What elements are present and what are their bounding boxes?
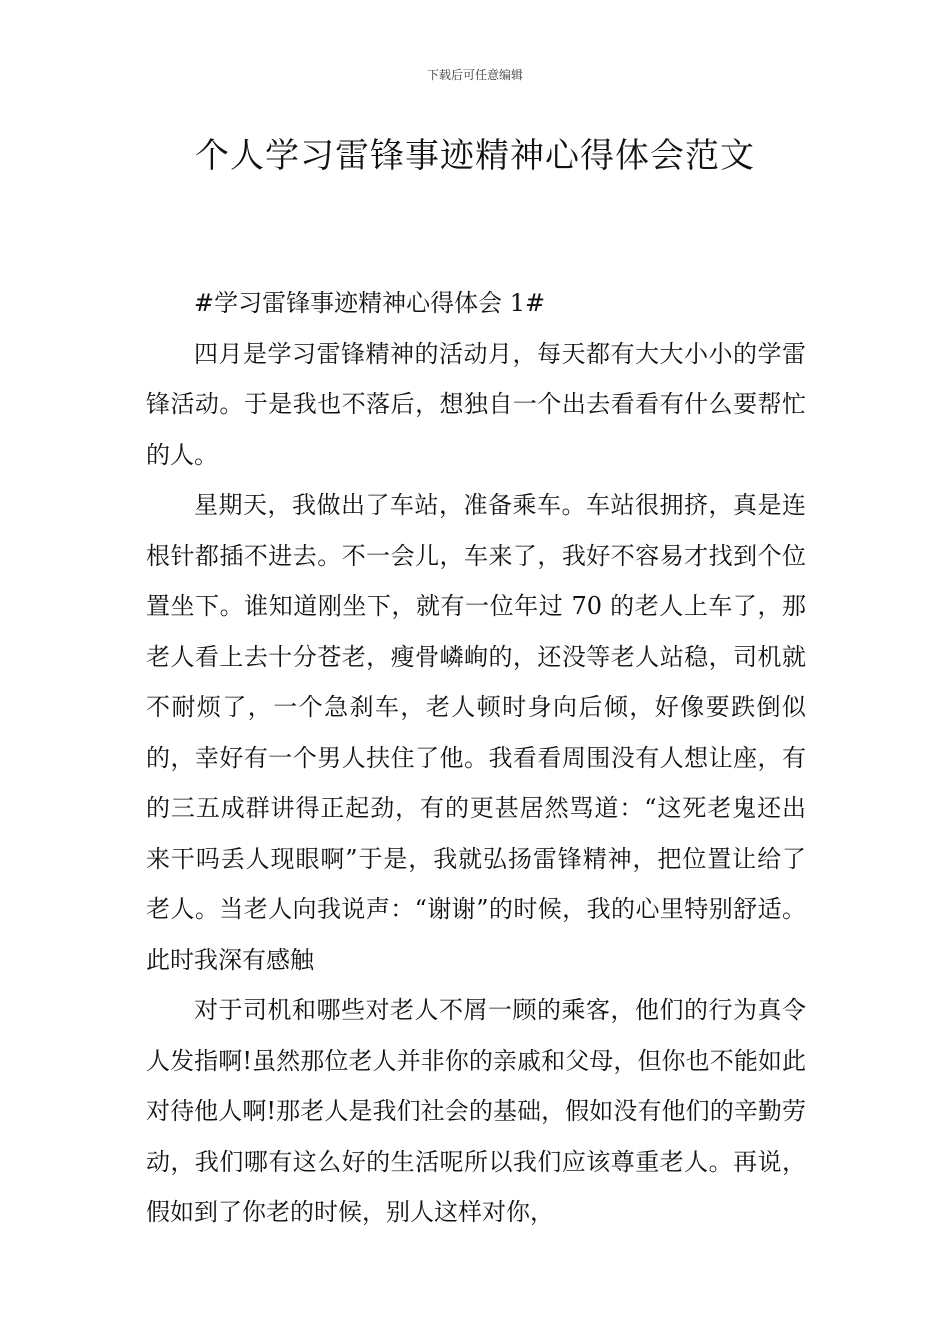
document-body (146, 278, 806, 1238)
paragraph-1: 四月是学习雷锋精神的活动月，每天都有大大小小的学雷锋活动。于是我也不落后，想独自一个出去看看有什么要帮忙的人。 (146, 339, 806, 469)
paragraph-3: 对于司机和哪些对老人不屑一顾的乘客，他们的行为真令人发指啊!虽然那位老人并非你的亲戚和父母，但你也不能如此对待他人啊!那老人是我们社会的基础，假如没有他们的辛勤劳动，我们哪有这么好的生活呢所以我们应该尊重老人。再说，假如到了你老的时候，别人这样对你， (146, 996, 806, 1226)
section-heading: #学习雷锋事迹精神心得体会 1# (194, 289, 546, 317)
paragraph-2: 星期天，我做出了车站，准备乘车。车站很拥挤，真是连根针都插不进去。不一会儿，车来了，我好不容易才找到个位置坐下。谁知道刚坐下，就有一位年过 70 的老人上车了，那老人看上去十分苍老，瘦骨嶙峋的，还没等老人站稳，司机就不耐烦了，一个急刹车，老人顿时身向后倾，好像要跌倒似的，幸好有一个男人扶住了他。我看看周围没有人想让座，有的三五成群讲得正起劲，有的更甚居然骂道：“这死老鬼还出来干吗丢人现眼啊”于是，我就弘扬雷锋精神，把位置让给了老人。当老人向我说声：“谢谢”的时候，我的心里特别舒适。此时我深有感触 (146, 491, 806, 974)
document-title: 个人学习雷锋事迹精神心得体会范文 (195, 136, 755, 176)
header-note: 下载后可任意编辑 (426, 68, 523, 82)
